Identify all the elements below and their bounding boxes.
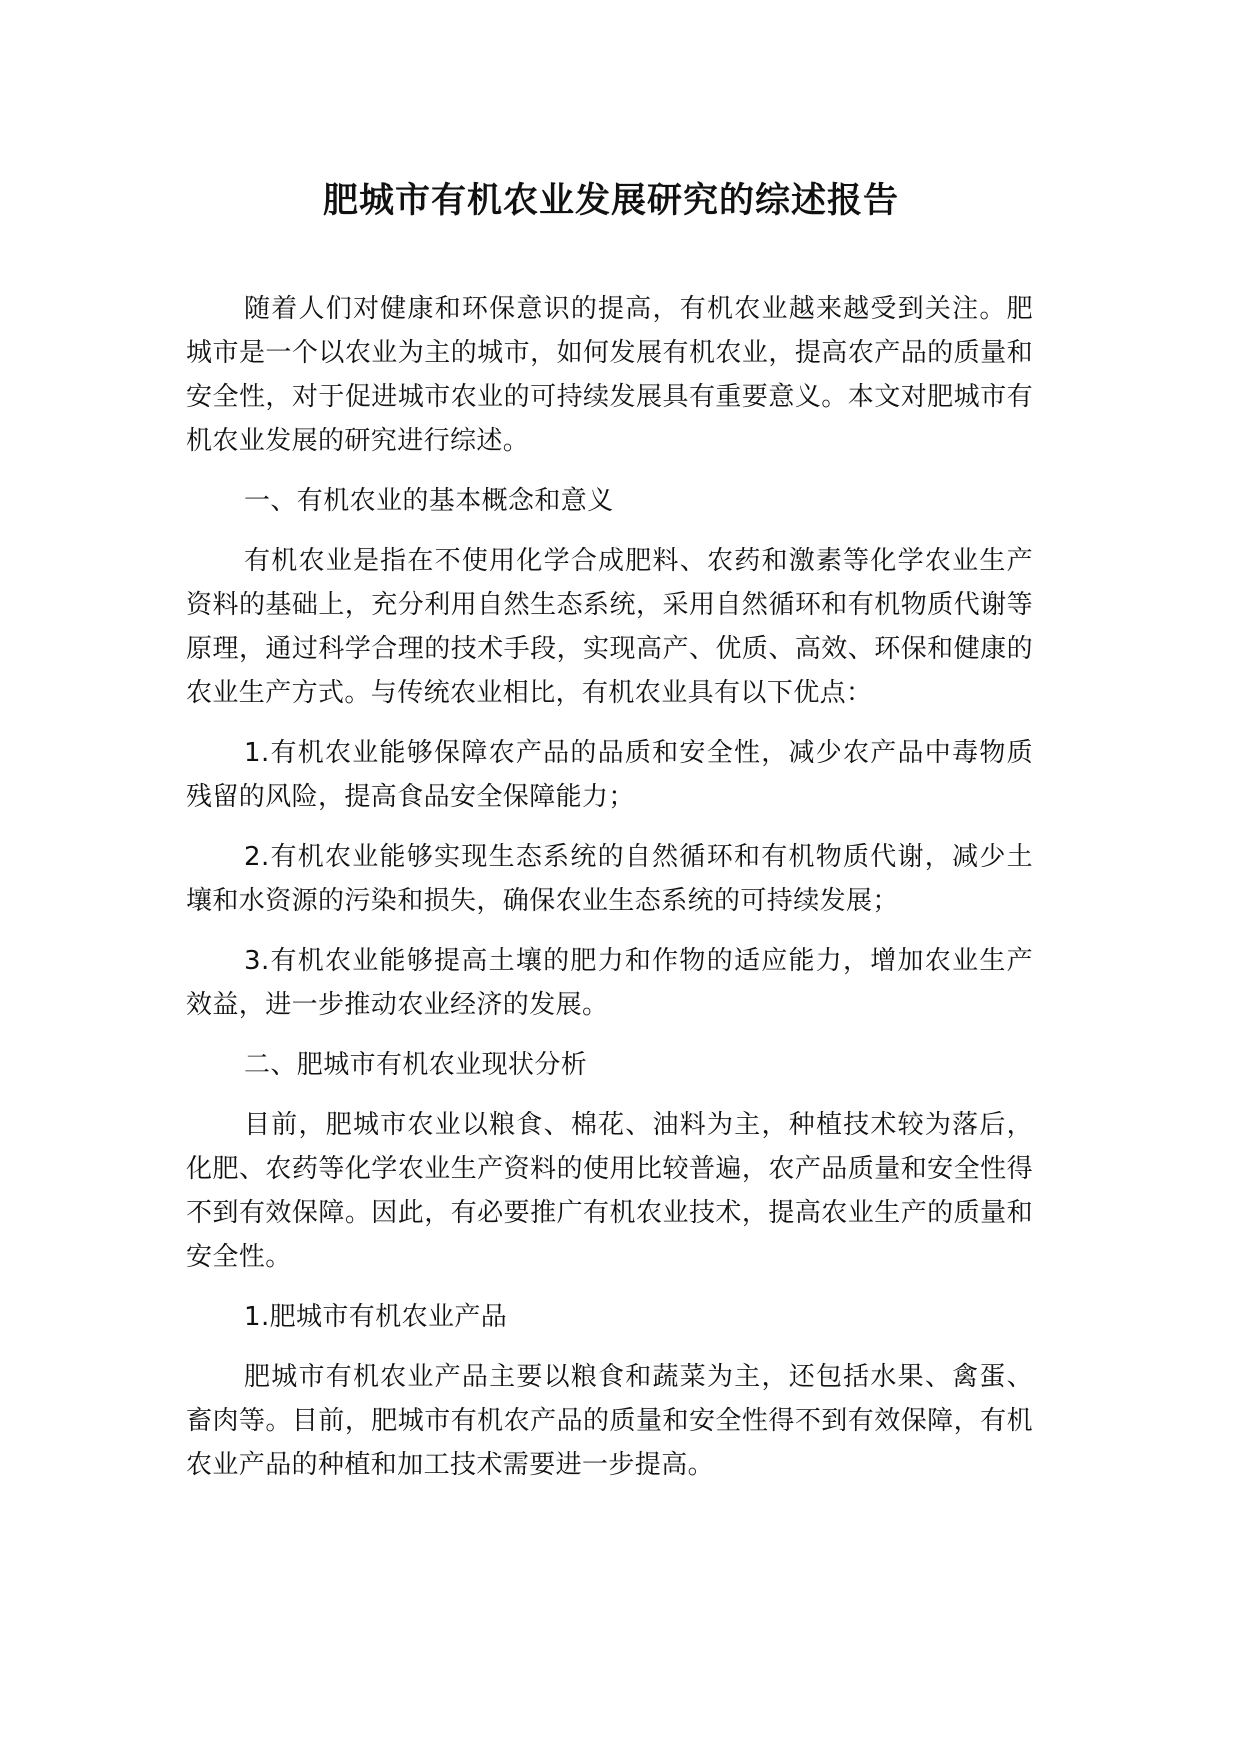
advantage-item-1: 1.有机农业能够保障农产品的品质和安全性，减少农产品中毒物质残留的风险，提高食品安全保障能力；	[186, 738, 1033, 812]
definition-paragraph: 有机农业是指在不使用化学合成肥料、农药和激素等化学农业生产资料的基础上，充分利用自然生态系统，采用自然循环和有机物质代谢等原理，通过科学合理的技术手段，实现高产、优质、高效、环保和健康的农业生产方式。与传统农业相比，有机农业具有以下优点：	[186, 546, 1033, 708]
subsection-heading-1: 1.肥城市有机农业产品	[244, 1302, 508, 1332]
section-heading-1: 一、有机农业的基本概念和意义	[244, 486, 614, 516]
section-heading-2: 二、肥城市有机农业现状分析	[244, 1050, 588, 1080]
document-title: 肥城市有机农业发展研究的综述报告	[322, 181, 899, 221]
advantage-item-2: 2.有机农业能够实现生态系统的自然循环和有机物质代谢，减少土壤和水资源的污染和损失，确保农业生态系统的可持续发展；	[186, 842, 1033, 916]
products-paragraph: 肥城市有机农业产品主要以粮食和蔬菜为主，还包括水果、禽蛋、畜肉等。目前，肥城市有机农产品的质量和安全性得不到有效保障，有机农业产品的种植和加工技术需要进一步提高。	[186, 1362, 1033, 1480]
status-paragraph: 目前，肥城市农业以粮食、棉花、油料为主，种植技术较为落后，化肥、农药等化学农业生产资料的使用比较普遍，农产品质量和安全性得不到有效保障。因此，有必要推广有机农业技术，提高农业生产的质量和安全性。	[186, 1110, 1033, 1272]
advantage-item-3: 3.有机农业能够提高土壤的肥力和作物的适应能力，增加农业生产效益，进一步推动农业经济的发展。	[186, 946, 1033, 1020]
document-body	[186, 287, 1033, 1503]
intro-paragraph: 随着人们对健康和环保意识的提高，有机农业越来越受到关注。肥城市是一个以农业为主的城市，如何发展有机农业，提高农产品的质量和安全性，对于促进城市农业的可持续发展具有重要意义。本文对肥城市有机农业发展的研究进行综述。	[186, 294, 1033, 456]
